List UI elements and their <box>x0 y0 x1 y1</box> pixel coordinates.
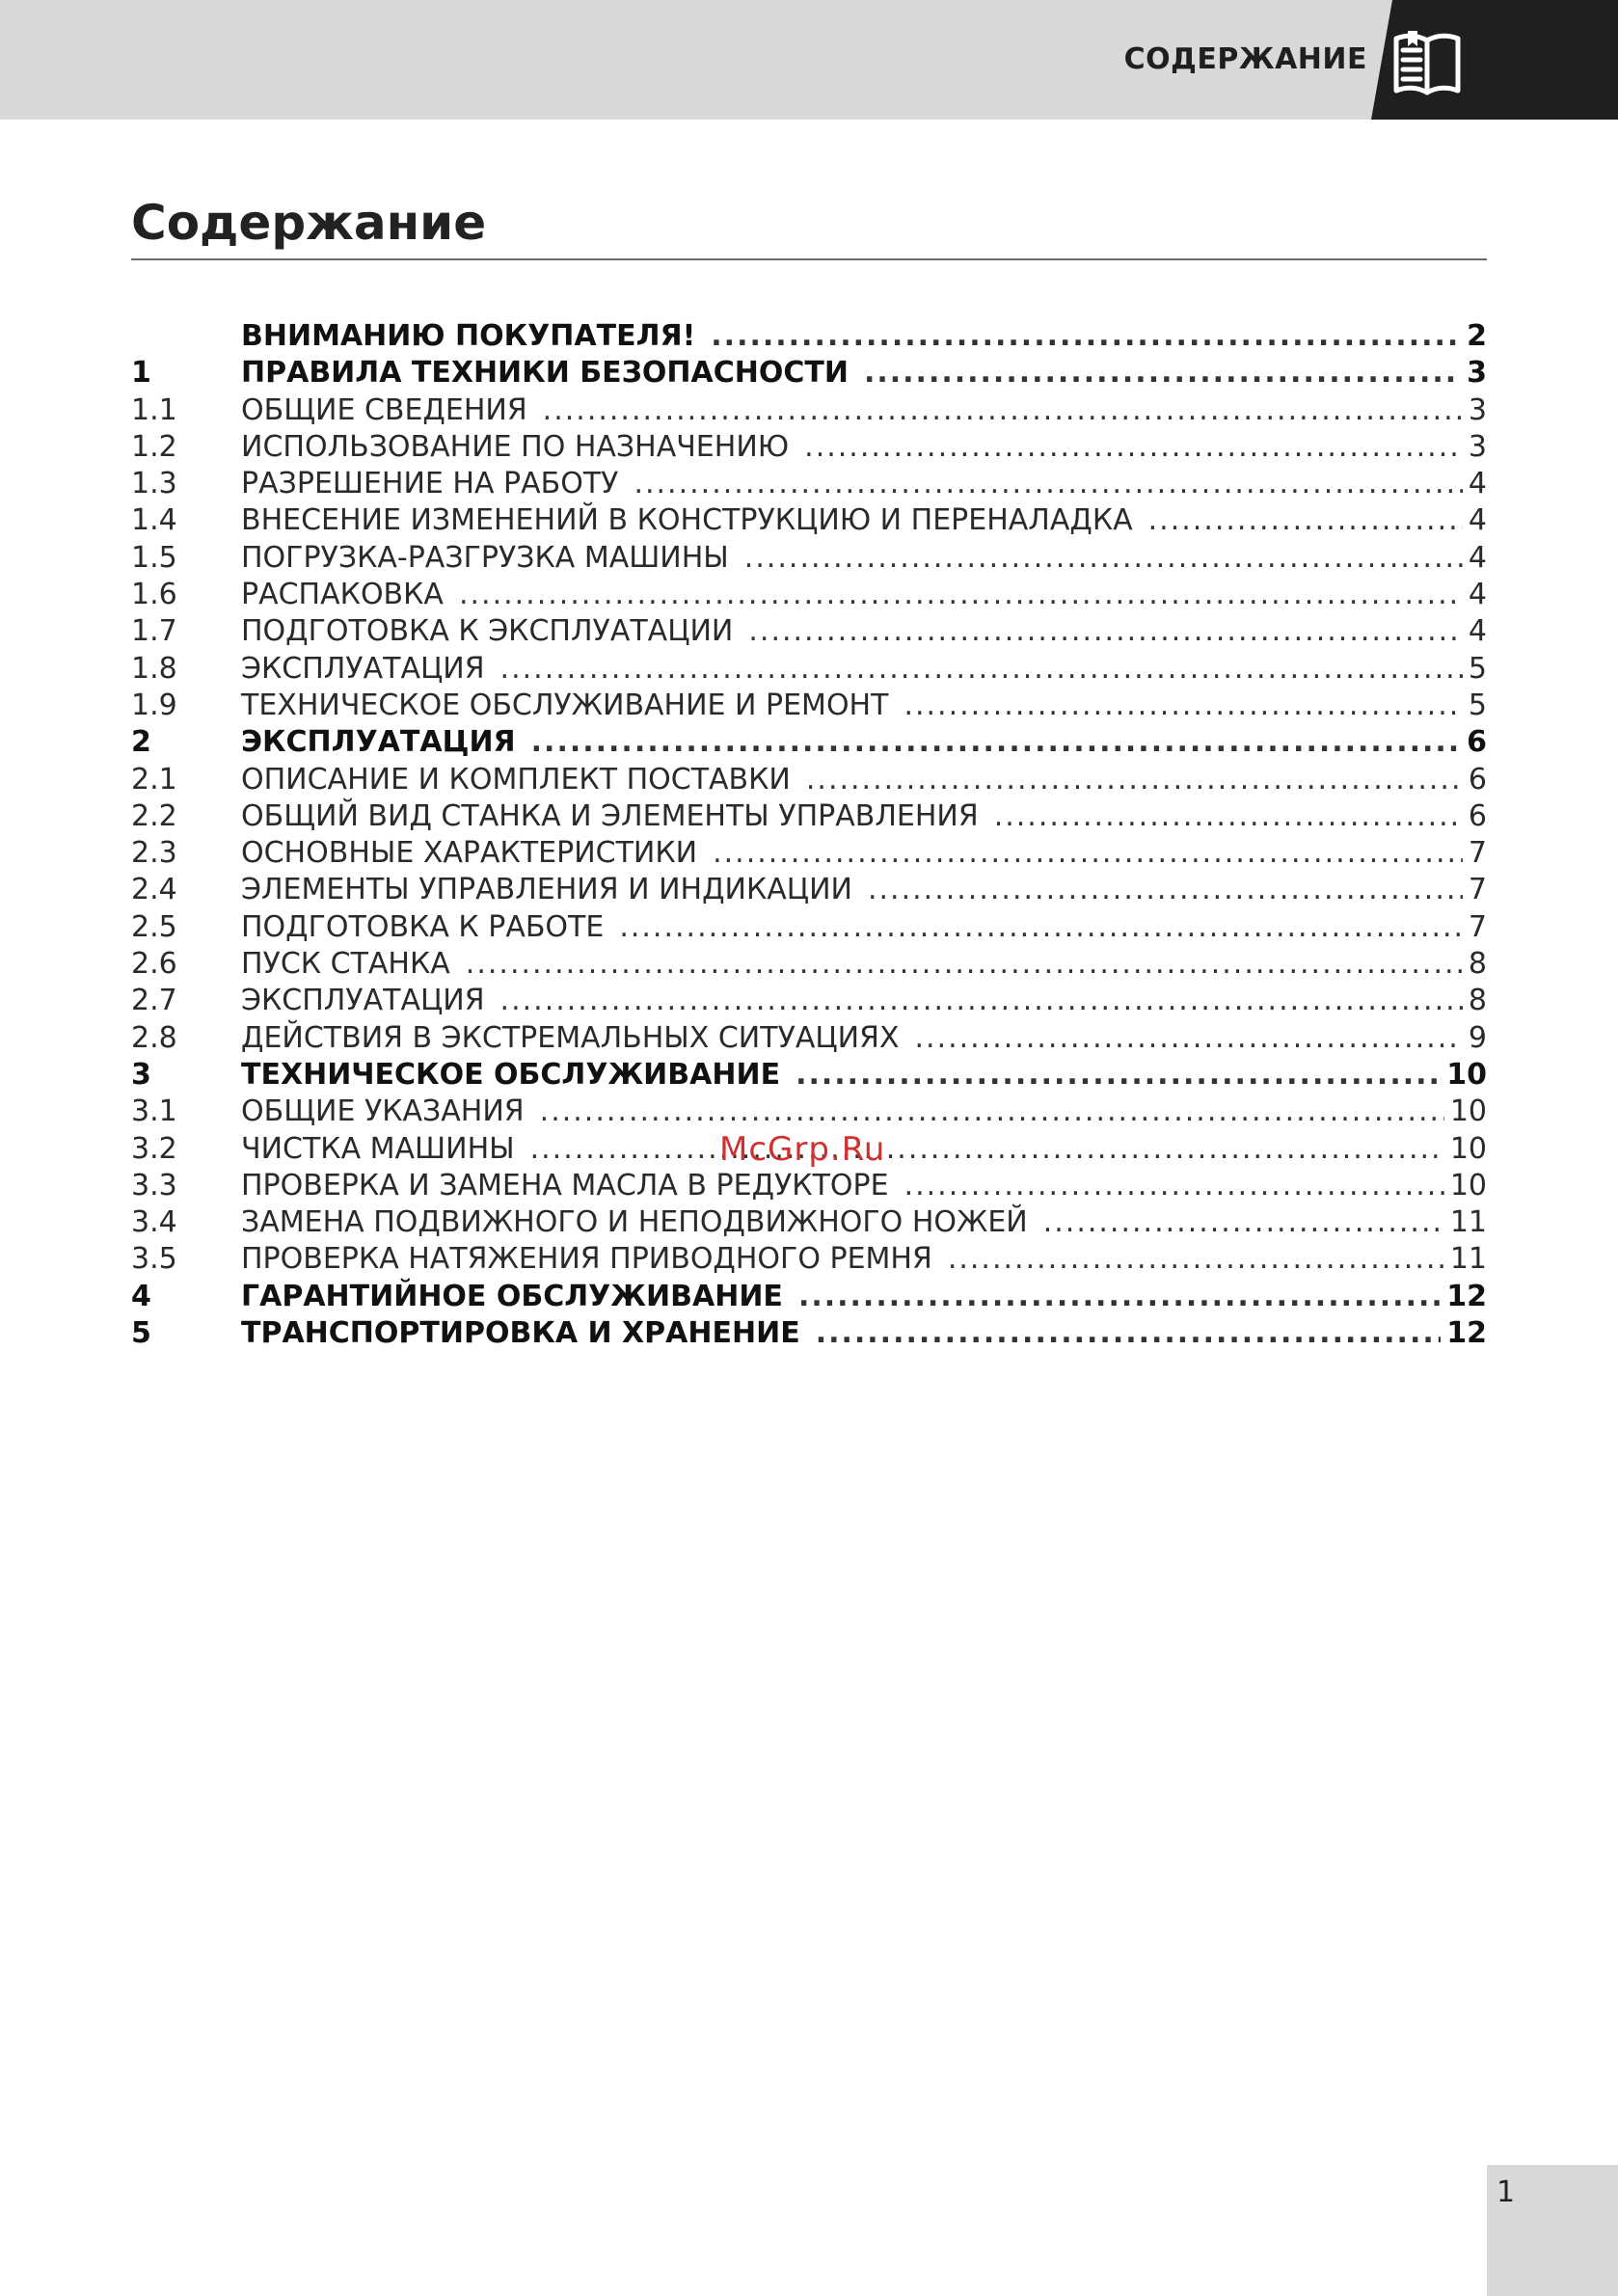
toc-entry-leader <box>748 613 1463 650</box>
toc-entry-number: 3.3 <box>131 1168 177 1202</box>
toc-entry[interactable] <box>131 392 1487 429</box>
toc-entry-number: 2.5 <box>131 909 177 944</box>
toc-entry-page: 11 <box>1449 1242 1487 1277</box>
toc-entry-title: ОПИСАНИЕ И КОМПЛЕКТ ПОСТАВКИ <box>241 762 791 797</box>
toc-entry-number: 2.3 <box>131 836 177 871</box>
toc-entry-leader <box>713 835 1463 872</box>
toc-entry-leader <box>634 466 1462 502</box>
toc-entry[interactable] <box>131 1315 1487 1352</box>
toc-entry-number: 2.4 <box>131 873 177 907</box>
toc-entry-number: 4 <box>131 1279 151 1313</box>
toc-entry-number: 1.9 <box>131 688 177 722</box>
toc-entry-title: ЭКСПЛУАТАЦИЯ <box>241 984 485 1018</box>
toc-entry[interactable] <box>131 318 1487 355</box>
toc-entry-title: ТЕХНИЧЕСКОЕ ОБСЛУЖИВАНИЕ <box>241 1057 781 1092</box>
toc-entry-title: ЧИСТКА МАШИНЫ <box>241 1131 515 1166</box>
toc-entry-page: 3 <box>1468 392 1487 427</box>
toc-entry-leader <box>806 762 1463 798</box>
toc-entry-page: 12 <box>1446 1316 1487 1351</box>
toc-entry-leader <box>543 392 1463 429</box>
toc-entry[interactable] <box>131 613 1487 650</box>
title-divider <box>131 258 1487 260</box>
toc-entry-number: 1.1 <box>131 392 177 427</box>
toc-entry-page: 4 <box>1468 578 1487 612</box>
toc-entry-leader <box>868 872 1463 908</box>
toc-entry-page: 3 <box>1467 356 1487 391</box>
toc-entry-number: 1.4 <box>131 503 177 538</box>
toc-entry-title: ТРАНСПОРТИРОВКА И ХРАНЕНИЕ <box>241 1316 800 1351</box>
toc-entry-number: 2.6 <box>131 947 177 982</box>
toc-entry-title: ОБЩИЕ УКАЗАНИЯ <box>241 1094 525 1129</box>
toc-entry[interactable] <box>131 724 1487 761</box>
toc-entry[interactable] <box>131 688 1487 724</box>
toc-entry-leader <box>994 798 1463 835</box>
toc-entry-leader <box>500 983 1463 1019</box>
toc-entry-title: ПОГРУЗКА-РАЗГРУЗКА МАШИНЫ <box>241 540 729 575</box>
toc-entry[interactable] <box>131 983 1487 1019</box>
toc-entry-number: 3.1 <box>131 1094 177 1129</box>
toc-entry[interactable] <box>131 1094 1487 1130</box>
toc-entry-title: ОБЩИЕ СВЕДЕНИЯ <box>241 392 527 427</box>
toc-entry[interactable] <box>131 1057 1487 1094</box>
toc-entry-leader <box>816 1315 1442 1352</box>
toc-entry-number: 1.3 <box>131 467 177 501</box>
toc-entry-number: 1.7 <box>131 614 177 649</box>
toc-entry-leader <box>459 577 1463 613</box>
toc-entry-leader <box>466 946 1463 983</box>
toc-entry-number: 2 <box>131 725 151 760</box>
toc-entry-title: ЭЛЕМЕНТЫ УПРАВЛЕНИЯ И ИНДИКАЦИИ <box>241 873 852 907</box>
toc-entry-page: 3 <box>1468 429 1487 464</box>
toc-entry[interactable] <box>131 872 1487 908</box>
toc-entry[interactable] <box>131 540 1487 577</box>
toc-entry-title: ПРАВИЛА ТЕХНИКИ БЕЗОПАСНОСТИ <box>241 356 849 391</box>
toc-entry-number: 3.5 <box>131 1242 177 1277</box>
toc-entry-title: ПОДГОТОВКА К РАБОТЕ <box>241 909 605 944</box>
toc-entry-page: 10 <box>1446 1057 1487 1092</box>
toc-entry-number: 2.1 <box>131 762 177 797</box>
page-title: Содержание <box>131 195 487 251</box>
toc-entry-number: 2.2 <box>131 798 177 833</box>
toc-entry-page: 7 <box>1468 836 1487 871</box>
toc-entry-title: ОСНОВНЫЕ ХАРАКТЕРИСТИКИ <box>241 836 698 871</box>
toc-entry-number: 1.2 <box>131 429 177 464</box>
toc-entry[interactable] <box>131 651 1487 688</box>
toc-entry-page: 10 <box>1449 1131 1487 1166</box>
toc-entry[interactable] <box>131 762 1487 798</box>
toc-entry-page: 5 <box>1468 688 1487 722</box>
toc-entry-page: 8 <box>1468 947 1487 982</box>
toc-entry-title: ПРОВЕРКА И ЗАМЕНА МАСЛА В РЕДУКТОРЕ <box>241 1168 889 1202</box>
book-icon <box>1389 27 1466 100</box>
toc-entry[interactable] <box>131 1241 1487 1278</box>
toc-entry-page: 12 <box>1446 1279 1487 1313</box>
toc-entry-page: 5 <box>1468 651 1487 686</box>
toc-entry-number: 1 <box>131 356 151 391</box>
toc-entry-title: ЭКСПЛУАТАЦИЯ <box>241 725 516 760</box>
toc-entry-title: ИСПОЛЬЗОВАНИЕ ПО НАЗНАЧЕНИЮ <box>241 429 790 464</box>
toc-entry-number: 5 <box>131 1316 151 1351</box>
toc-entry-number: 3.2 <box>131 1131 177 1166</box>
toc-entry-title: ПРОВЕРКА НАТЯЖЕНИЯ ПРИВОДНОГО РЕМНЯ <box>241 1242 932 1277</box>
toc-entry-number: 3.4 <box>131 1205 177 1240</box>
toc-entry-page: 4 <box>1468 614 1487 649</box>
toc-entry-leader <box>915 1020 1463 1057</box>
toc-entry-title: ДЕЙСТВИЯ В ЭКСТРЕМАЛЬНЫХ СИТУАЦИЯХ <box>241 1020 900 1055</box>
toc-entry-page: 10 <box>1449 1168 1487 1202</box>
toc-entry-number: 1.8 <box>131 651 177 686</box>
toc-entry-leader <box>540 1094 1444 1130</box>
toc-entry-leader <box>796 1057 1441 1094</box>
toc-entry-leader <box>711 318 1461 355</box>
toc-entry[interactable] <box>131 1279 1487 1315</box>
toc-entry-page: 2 <box>1467 319 1487 353</box>
toc-entry-page: 4 <box>1468 503 1487 538</box>
toc-entry[interactable] <box>131 502 1487 539</box>
toc-entry-page: 8 <box>1468 984 1487 1018</box>
toc-entry-leader <box>798 1279 1441 1315</box>
toc-entry[interactable] <box>131 1020 1487 1057</box>
watermark: McGrp.Ru <box>719 1130 886 1169</box>
toc-entry-title: РАЗРЕШЕНИЕ НА РАБОТУ <box>241 467 619 501</box>
toc-entry-page: 10 <box>1449 1094 1487 1129</box>
toc-entry-leader <box>1043 1204 1444 1241</box>
toc-entry-number: 2.8 <box>131 1020 177 1055</box>
toc-entry[interactable] <box>131 909 1487 946</box>
toc-entry[interactable] <box>131 1204 1487 1241</box>
toc-entry-page: 7 <box>1468 909 1487 944</box>
toc-entry-leader <box>500 651 1463 688</box>
toc-entry-leader <box>864 355 1461 392</box>
toc-entry-title: ПУСК СТАНКА <box>241 947 450 982</box>
table-of-contents <box>131 318 1487 1352</box>
toc-entry-number: 3 <box>131 1057 151 1092</box>
toc-entry[interactable] <box>131 946 1487 983</box>
toc-entry[interactable] <box>131 835 1487 872</box>
toc-entry-leader <box>619 909 1463 946</box>
toc-entry-page: 7 <box>1468 873 1487 907</box>
toc-entry-page: 4 <box>1468 540 1487 575</box>
toc-entry[interactable] <box>131 577 1487 613</box>
toc-entry-page: 9 <box>1468 1020 1487 1055</box>
toc-entry[interactable] <box>131 1168 1487 1204</box>
toc-entry-page: 6 <box>1468 762 1487 797</box>
toc-entry[interactable] <box>131 429 1487 466</box>
toc-entry-leader <box>948 1241 1444 1278</box>
toc-entry-leader <box>904 1168 1444 1204</box>
toc-entry-title: ВНЕСЕНИЕ ИЗМЕНЕНИЙ В КОНСТРУКЦИЮ И ПЕРЕНАЛАДКА <box>241 503 1133 538</box>
toc-entry[interactable] <box>131 466 1487 502</box>
toc-entry-number: 1.5 <box>131 540 177 575</box>
toc-entry-title: ПОДГОТОВКА К ЭКСПЛУАТАЦИИ <box>241 614 734 649</box>
toc-entry-page: 11 <box>1449 1205 1487 1240</box>
toc-entry-number: 1.6 <box>131 578 177 612</box>
toc-entry-leader <box>804 429 1463 466</box>
toc-entry-page: 6 <box>1468 798 1487 833</box>
toc-entry-leader <box>1148 502 1463 539</box>
toc-entry-title: ВНИМАНИЮ ПОКУПАТЕЛЯ! <box>241 319 696 353</box>
toc-entry-number: 2.7 <box>131 984 177 1018</box>
toc-entry-title: ГАРАНТИЙНОЕ ОБСЛУЖИВАНИЕ <box>241 1279 783 1313</box>
toc-entry-page: 6 <box>1467 725 1487 760</box>
toc-entry[interactable] <box>131 798 1487 835</box>
toc-entry-leader <box>530 1131 1444 1168</box>
toc-entry-title: ЭКСПЛУАТАЦИЯ <box>241 651 485 686</box>
toc-entry-leader <box>744 540 1463 577</box>
page-number: 1 <box>1497 2175 1516 2209</box>
toc-entry-leader <box>531 724 1461 761</box>
header-title: СОДЕРЖАНИЕ <box>1123 42 1367 76</box>
toc-entry-page: 4 <box>1468 467 1487 501</box>
toc-entry[interactable] <box>131 355 1487 392</box>
toc-entry-title: РАСПАКОВКА <box>241 578 444 612</box>
toc-entry-title: ТЕХНИЧЕСКОЕ ОБСЛУЖИВАНИЕ И РЕМОНТ <box>241 688 889 722</box>
toc-entry-leader <box>903 688 1462 724</box>
toc-entry-title: ОБЩИЙ ВИД СТАНКА И ЭЛЕМЕНТЫ УПРАВЛЕНИЯ <box>241 798 979 833</box>
toc-entry-title: ЗАМЕНА ПОДВИЖНОГО И НЕПОДВИЖНОГО НОЖЕЙ <box>241 1205 1028 1240</box>
